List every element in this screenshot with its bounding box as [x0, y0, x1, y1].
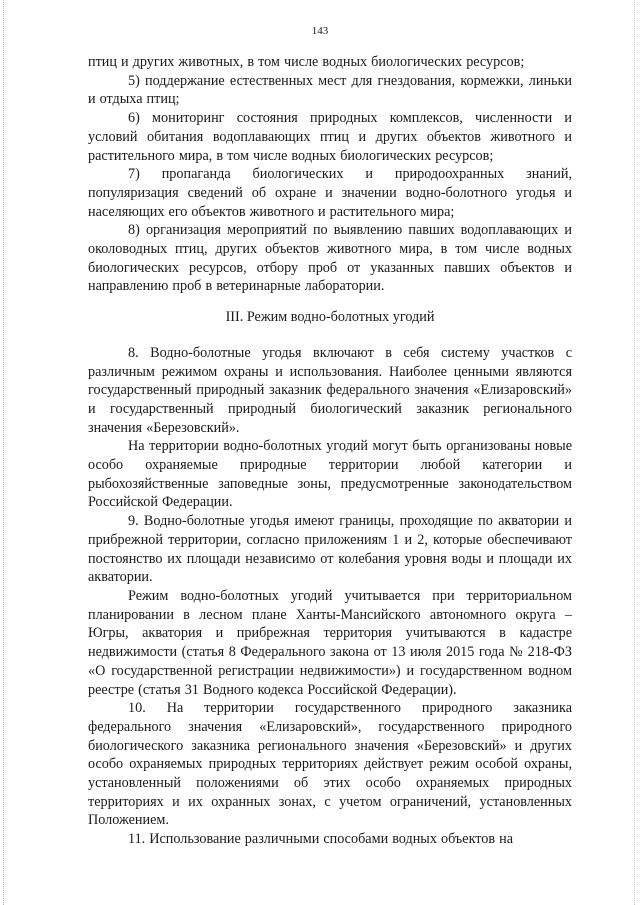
paragraph-continuation: птиц и других животных, в том числе водных биологических ресурсов;: [88, 54, 525, 70]
paragraph-clause-11: 11. Использование различными способами водных объектов на: [128, 831, 514, 848]
paragraph-clause-8-cont: На территории водно-болотных угодий могут быть организованы новые особо охраняемые природные территории любой категории и рыбохозяйственные заповедные зоны, предусмотренные законодательством Российской Федерации.: [88, 438, 572, 511]
document-body: [88, 53, 572, 849]
paragraph-item-6: 6) мониторинг состояния природных комплексов, численности и условий обитания водоплавающих птиц и других объектов животного и растительного мира, в том числе водных биологических ресурсов;: [88, 110, 572, 164]
paragraph-item-8: 8) организация мероприятий по выявлению павших водоплавающих и околоводных птиц, других объектов животного мира, в том числе водных биологических ресурсов, отбору проб от указанных павших объектов и направлению проб в ветеринарные лаборатории.: [88, 222, 572, 295]
scan-edge-right: [634, 0, 636, 905]
section-heading: III. Режим водно-болотных угодий: [225, 309, 435, 326]
paragraph-clause-8: 8. Водно-болотные угодья включают в себя систему участков с различным режимом охраны и использования. Наиболее ценными являются государственный природный заказник федерального значения «Елизаровский» и государственный природный биологический заказник регионального значения «Березовский».: [88, 344, 572, 436]
paragraph-clause-9: 9. Водно-болотные угодья имеют границы, проходящие по акватории и прибрежной территории, согласно приложениям 1 и 2, которые обеспечивают постоянство их площади независимо от колебания уровня воды и площади их акватории.: [88, 513, 572, 586]
scan-edge-left: [3, 0, 5, 905]
paragraph-clause-10: 10. На территории государственного природного заказника федерального значения «Елизаровский», государственного природного биологического заказника регионального значения «Березовский» и других особо охраняемых природных территориях действует режим особой охраны, установленный положениями об этих особо охраняемых природных территориях и их охранных зонах, с учетом ограничений, установленных Положением.: [88, 700, 572, 829]
page-number: 143: [311, 25, 329, 37]
paragraph-clause-9-cont: Режим водно-болотных угодий учитывается при территориальном планировании в лесном плане Ханты-Мансийского автономного округа – Югры, акватория и прибрежная территория учитываются в кадастре недвижимости (статья 8 Федерального закона от 13 июля 2015 года № 218-ФЗ «О государственной регистрации недвижимости») и государственном водном реестре (статья 31 Водного кодекса Российской Федерации).: [88, 587, 572, 698]
paragraph-item-7: 7) пропаганда биологических и природоохранных знаний, популяризация сведений об охране и значении водно-болотного угодья и населяющих его объектов животного и растительного мира;: [88, 166, 572, 220]
paragraph-item-5: 5) поддержание естественных мест для гнездования, кормежки, линьки и отдыха птиц;: [88, 72, 572, 108]
